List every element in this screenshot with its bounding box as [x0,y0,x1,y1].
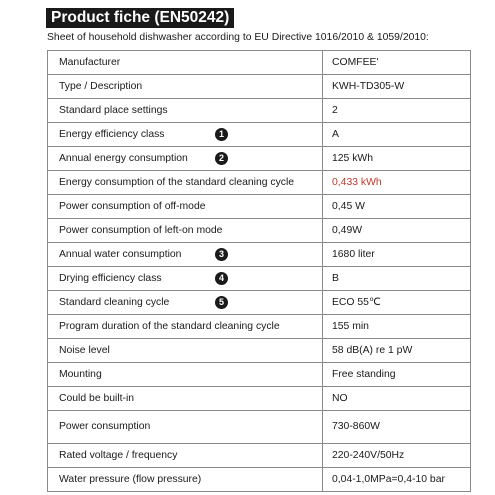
row-value-cell [323,291,471,315]
table-row [48,411,471,444]
row-label-cell [48,444,323,468]
table-row [48,75,471,99]
table-row [48,444,471,468]
row-label: Could be built-in [59,392,135,404]
table-row [48,51,471,75]
row-label-cell [48,315,323,339]
row-label: Standard place settings [59,104,168,116]
row-value: 730-860W [332,421,380,432]
row-label: Annual energy consumption [59,152,188,164]
row-value: 2 [332,104,338,116]
row-label-cell [48,339,323,363]
row-value-cell [323,243,471,267]
row-value-cell [323,99,471,123]
table-row [48,387,471,411]
row-value-cell [323,411,471,444]
row-value-cell [323,219,471,243]
row-label-cell [48,387,323,411]
table-row [48,219,471,243]
footnote-number-badge: 2 [215,152,228,165]
table-row [48,339,471,363]
row-label-cell [48,99,323,123]
row-value-cell [323,75,471,99]
row-label-cell [48,267,323,291]
footnote-number-badge: 5 [215,296,228,309]
footnote-number-badge: 3 [215,248,228,261]
table-row [48,147,471,171]
row-label-cell [48,75,323,99]
row-label-cell [48,171,323,195]
row-label-cell [48,363,323,387]
footnote-number-badge: 1 [215,128,228,141]
table-row [48,267,471,291]
row-label-cell [48,291,323,315]
row-value-cell [323,363,471,387]
row-label-cell [48,195,323,219]
row-label: Manufacturer [59,56,121,68]
table-row [48,171,471,195]
row-label: Power consumption [59,421,151,432]
row-label: Noise level [59,344,110,356]
table-row [48,195,471,219]
row-value: COMFEE' [332,56,379,68]
document-subtitle: Sheet of household dishwasher according to EU Directive 1016/2010 & 1059/2010: [47,32,429,43]
table-row [48,291,471,315]
row-label-cell [48,147,323,171]
row-label-cell [48,468,323,492]
row-label: Mounting [59,368,102,380]
footnote-number-badge: 4 [215,272,228,285]
row-label: Standard cleaning cycle [59,296,170,308]
row-label: Rated voltage / frequency [59,449,178,461]
row-value-cell [323,387,471,411]
row-value: 0,04-1,0MPa=0,4-10 bar [332,473,445,485]
row-value: 0,49W [332,224,363,236]
table-row [48,315,471,339]
document-title: Product fiche (EN50242) [46,8,234,28]
product-fiche-table [47,50,471,492]
row-value: Free standing [332,368,396,380]
row-label-cell [48,51,323,75]
row-value: 155 min [332,320,369,332]
row-value-cell [323,267,471,291]
table-row [48,243,471,267]
row-label: Energy efficiency class [59,128,165,140]
row-value: 0,45 W [332,200,365,212]
row-value-cell [323,195,471,219]
table-row [48,468,471,492]
row-label: Annual water consumption [59,248,182,260]
row-value: B [332,272,339,284]
row-label-cell [48,411,323,444]
row-value: 1680 liter [332,248,375,260]
row-value: NO [332,392,348,404]
row-label: Water pressure (flow pressure) [59,473,202,485]
row-label-cell [48,243,323,267]
row-value: KWH-TD305-W [332,80,405,92]
row-label: Power consumption of off-mode [59,200,206,212]
row-label: Power consumption of left-on mode [59,224,223,236]
row-value: 220-240V/50Hz [332,449,405,461]
row-value-cell [323,315,471,339]
row-value: 0,433 kWh [332,176,382,188]
row-value: 58 dB(A) re 1 pW [332,344,413,356]
row-label: Energy consumption of the standard cleaning cycle [59,176,295,188]
row-value-cell [323,123,471,147]
row-value-cell [323,339,471,363]
table-row [48,363,471,387]
row-label-cell [48,123,323,147]
row-label-cell [48,219,323,243]
row-label: Type / Description [59,80,143,92]
row-value-cell [323,444,471,468]
table-row [48,123,471,147]
row-value: A [332,128,339,140]
row-value-cell [323,51,471,75]
row-value-cell [323,468,471,492]
row-value: ECO 55℃ [332,296,381,308]
row-value-cell [323,147,471,171]
row-label: Drying efficiency class [59,272,162,284]
table-row [48,99,471,123]
row-value: 125 kWh [332,152,374,164]
product-fiche-body [48,51,471,492]
row-label: Program duration of the standard cleaning cycle [59,320,280,332]
row-value-cell [323,171,471,195]
